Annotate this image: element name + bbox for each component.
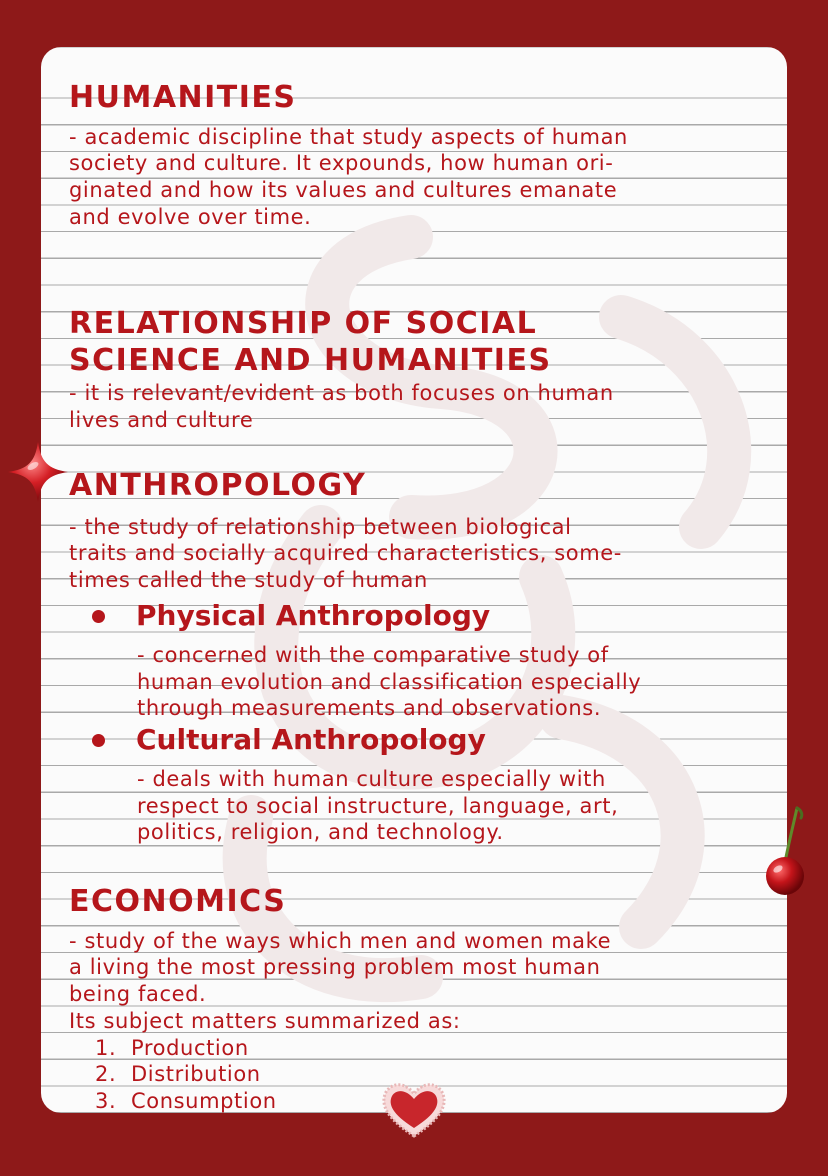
section-text-line: - it is relevant/evident as both focuses on human — [69, 381, 614, 406]
cherry-icon — [763, 806, 811, 898]
subsection-label: Cultural Anthropology — [136, 722, 486, 756]
section-relationship — [69, 306, 779, 434]
section-heading: ANTHROPOLOGY — [69, 468, 367, 503]
list-item — [95, 1035, 779, 1062]
bullet-icon — [92, 610, 105, 623]
list-text: Distribution — [131, 1062, 261, 1087]
section-text-line: a living the most pressing problem most human — [69, 955, 601, 980]
section-text-line: traits and socially acquired characteristics, some- — [69, 541, 622, 566]
subsection-title — [69, 720, 779, 760]
section-text-line: ginated and how its values and cultures emanate — [69, 178, 618, 203]
section-humanities — [69, 80, 779, 231]
bullet-icon — [92, 734, 105, 747]
section-text-line: - academic discipline that study aspects of human — [69, 124, 628, 149]
list-number: 2. — [95, 1062, 117, 1087]
lace-heart-icon — [378, 1078, 450, 1140]
section-text-line: being faced. — [69, 982, 207, 1007]
section-text-line: - the study of relationship between biological — [69, 514, 572, 539]
list-number: 1. — [95, 1035, 117, 1060]
notebook-page — [41, 47, 787, 1113]
section-heading: HUMANITIES — [69, 80, 297, 115]
sparkle-star-icon — [6, 440, 70, 504]
section-heading: SCIENCE AND HUMANITIES — [69, 342, 552, 378]
section-anthropology — [69, 468, 779, 846]
section-text-line: - concerned with the comparative study of — [137, 642, 609, 667]
section-heading: RELATIONSHIP OF SOCIAL — [69, 306, 538, 341]
section-text-line: and evolve over time. — [69, 204, 312, 229]
list-text: Consumption — [131, 1088, 277, 1113]
section-text-line: respect to social instructure, language, art, — [137, 793, 619, 818]
list-number: 3. — [95, 1088, 117, 1113]
section-heading: ECONOMICS — [69, 884, 287, 919]
section-text-line: - deals with human culture especially with — [137, 766, 606, 791]
section-text-line: lives and culture — [69, 408, 254, 433]
section-text-line: human evolution and classification especially — [137, 669, 642, 694]
section-text-line: - study of the ways which men and women make — [69, 928, 612, 953]
list-text: Production — [131, 1035, 249, 1060]
section-text-line: through measurements and observations. — [137, 696, 602, 721]
section-text-line: society and culture. It expounds, how human ori- — [69, 151, 614, 176]
subsection-label: Physical Anthropology — [136, 598, 491, 632]
subsection-title — [69, 596, 779, 636]
section-text-line: times called the study of human — [69, 568, 428, 593]
section-text-line: politics, religion, and technology. — [137, 820, 504, 845]
section-text-line: Its subject matters summarized as: — [69, 1008, 461, 1033]
